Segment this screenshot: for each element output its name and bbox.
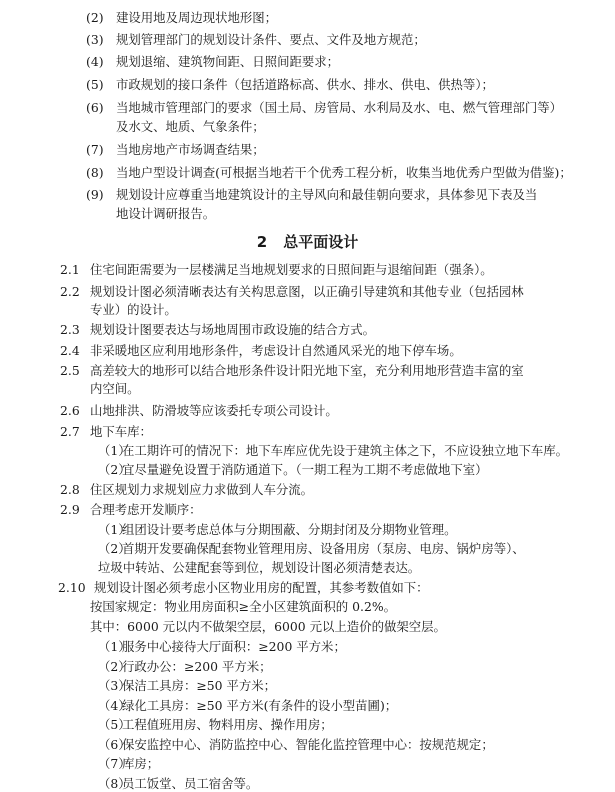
clause-number: 2.5	[60, 363, 80, 378]
sub-item-text: 首期开发要确保配套物业管理用房、设备用房（泵房、电房、锅炉房等）、	[122, 541, 525, 556]
clause-text: 规划设计图必须清晰表达有关构思意图，以正确引导建筑和其他专业（包括园林	[90, 284, 524, 299]
clause-note: 其中：6000 元以内不做架空层，6000 元以上造价的做架空层。	[90, 619, 446, 634]
clause-text-continued: 专业）的设计。	[90, 302, 177, 317]
sub-item-text: 库房；	[122, 756, 160, 771]
sub-item-text: 组团设计要考虑总体与分期围蔽、分期封闭及分期物业管理。	[122, 522, 457, 537]
clause-number: 2.4	[60, 343, 80, 358]
list-item-number: (2)	[86, 10, 104, 25]
list-item-number: (6)	[86, 100, 104, 115]
list-item-text: 当地户型设计调查(可根据当地若干个优秀工程分析，收集当地优秀户型做为借鉴)；	[116, 165, 572, 180]
list-item-text-continued: 及水文、地质、气象条件；	[116, 119, 265, 134]
list-item-text: 当地城市管理部门的要求（国土局、房管局、水利局及水、电、燃气管理部门等）	[116, 100, 563, 115]
sub-item-number: （6）	[98, 736, 131, 752]
sub-item-number: （7）	[98, 756, 131, 771]
sub-item-number: （8）	[98, 775, 131, 791]
sub-item-text: 服务中心接待大厅面积：≥200 平方米；	[122, 639, 346, 654]
sub-item-text-continued: 垃圾中转站、公建配套等到位，规划设计图必须清楚表达。	[98, 560, 421, 575]
clause-text: 非采暖地区应利用地形条件，考虑设计自然通风采光的地下停车场。	[90, 343, 462, 358]
sub-item-number: （1）	[98, 522, 131, 537]
sub-item-text: 工程值班用房、物料用房、操作用房；	[122, 717, 333, 732]
list-item-number: (4)	[86, 54, 104, 69]
clause-number: 2.1	[60, 262, 80, 277]
sub-item-number: （1）	[98, 639, 131, 654]
clause-number: 2.3	[60, 322, 80, 337]
sub-item-text: 保安监控中心、消防监控中心、智能化监控管理中心：按规范规定；	[122, 736, 494, 752]
list-item-number: (3)	[86, 32, 104, 47]
clause-text: 地下车库：	[90, 424, 152, 439]
list-item-number: (9)	[86, 187, 104, 202]
sub-item-number: （2）	[98, 658, 131, 674]
clause-text: 山地排洪、防滑坡等应该委托专项公司设计。	[90, 403, 338, 418]
clause-text: 规划设计图必须考虑小区物业用房的配置，其参考数值如下：	[94, 580, 429, 595]
clause-number: 2.8	[60, 482, 80, 497]
sub-item-text: 宜尽量避免设置于消防通道下。（一期工程为工期不考虑做地下室）	[122, 462, 488, 477]
clause-number: 2.7	[60, 424, 80, 439]
sub-item-number: （3）	[98, 678, 131, 693]
list-item-number: (7)	[86, 142, 104, 157]
sub-item-number: （4）	[98, 697, 131, 713]
clause-note: 按国家规定：物业用房面积≥全小区建筑面积的 0.2%。	[90, 599, 397, 614]
list-item-number: (5)	[86, 77, 104, 92]
list-item-text-continued: 地设计调研报告。	[116, 206, 216, 221]
clause-text: 住区规划力求规划应力求做到人车分流。	[90, 482, 314, 497]
clause-text: 住宅间距需要为一层楼满足当地规划要求的日照间距与退缩间距（强条）。	[90, 262, 493, 277]
list-item-text: 建设用地及周边现状地形图；	[116, 10, 278, 25]
list-item-text: 当地房地产市场调查结果；	[116, 142, 265, 157]
section-title: 总平面设计	[283, 233, 359, 251]
clause-text: 高差较大的地形可以结合地形条件设计阳光地下室，充分利用地形营造丰富的室	[90, 363, 524, 378]
sub-item-number: （2）	[98, 462, 131, 477]
clause-text: 规划设计图要表达与场地周围市政设施的结合方式。	[90, 322, 375, 337]
sub-item-number: （1）	[98, 443, 131, 458]
clause-number: 2.2	[60, 284, 80, 299]
clause-text-continued: 内空间。	[90, 381, 140, 396]
sub-item-text: 绿化工具房：≥50 平方米(有条件的设小型苗圃)；	[122, 697, 398, 713]
list-item-text: 规划设计应尊重当地建筑设计的主导风向和最佳朝向要求，具体参见下表及当	[116, 187, 538, 202]
section-number: 2	[256, 233, 268, 251]
sub-item-text: 员工饭堂、员工宿舍等。	[122, 775, 259, 791]
clause-number: 2.9	[60, 502, 80, 517]
list-item-text: 市政规划的接口条件（包括道路标高、供水、排水、供电、供热等）；	[116, 77, 494, 92]
section-heading	[0, 233, 615, 251]
clause-number: 2.10	[58, 580, 86, 595]
list-item-text: 规划退缩、建筑物间距、日照间距要求；	[116, 54, 340, 69]
list-item-number: (8)	[86, 165, 104, 180]
clause-number: 2.6	[60, 403, 80, 418]
sub-item-number: （5）	[98, 717, 131, 732]
sub-item-text: 在工期许可的情况下：地下车库应优先设于建筑主体之下，不应设独立地下车库。	[122, 443, 569, 458]
clause-text: 合理考虑开发顺序：	[90, 502, 202, 517]
sub-item-text: 行政办公：≥200 平方米；	[122, 658, 272, 674]
sub-item-text: 保洁工具房：≥50 平方米；	[122, 678, 276, 693]
sub-item-number: （2）	[98, 541, 131, 556]
list-item-text: 规划管理部门的规划设计条件、要点、文件及地方规范；	[116, 32, 426, 47]
